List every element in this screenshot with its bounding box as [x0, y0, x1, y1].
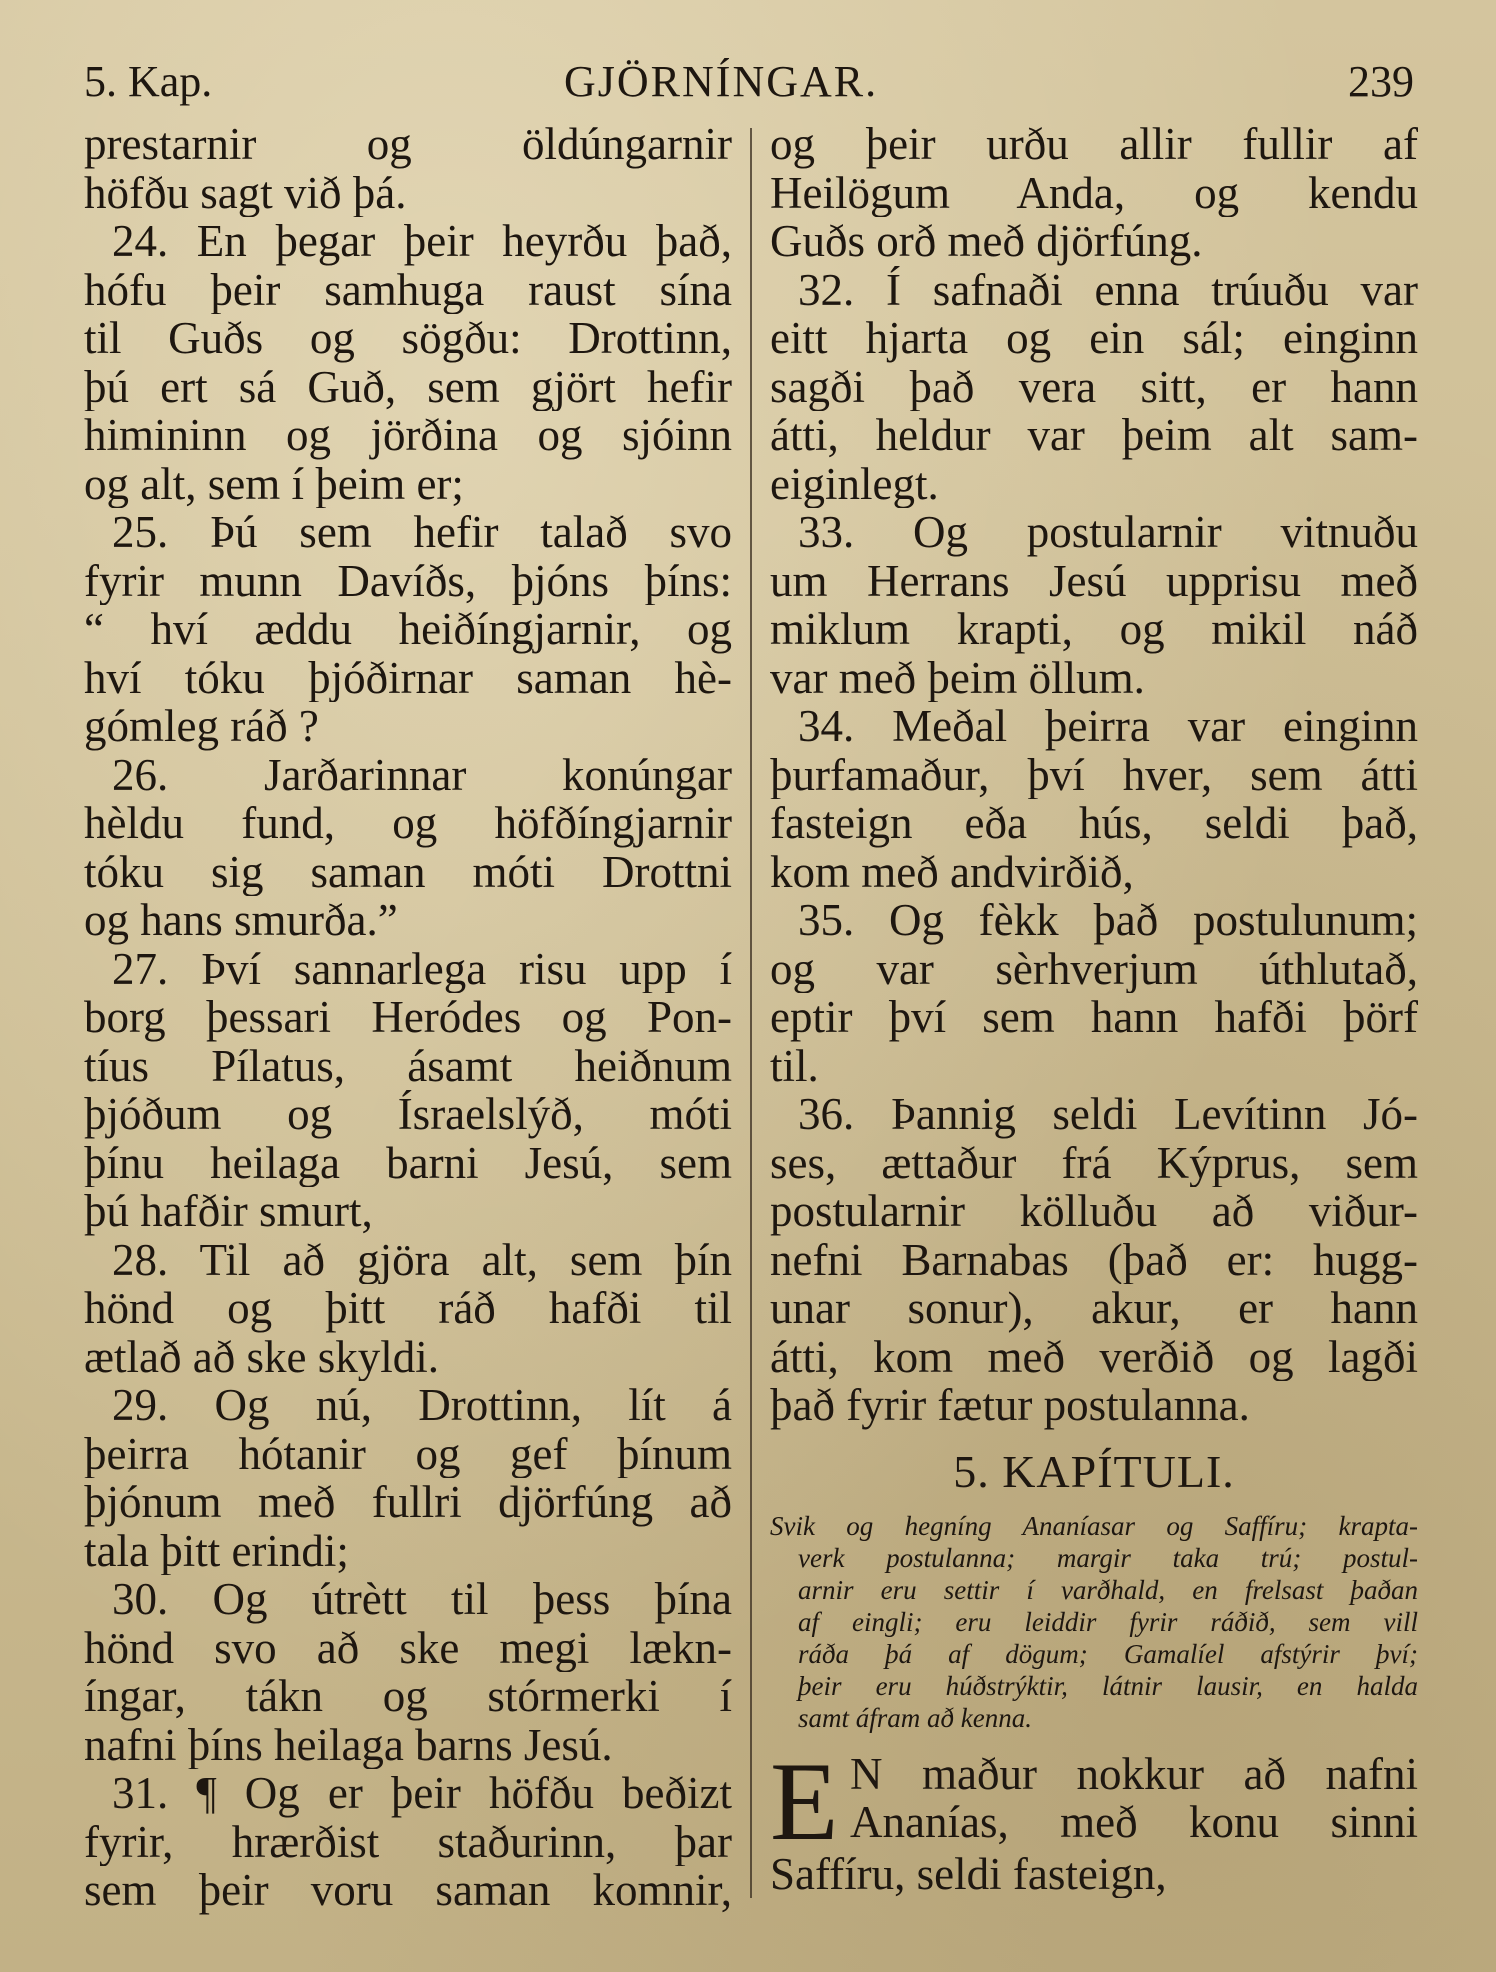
text-line: þjóðum og Ísraelslýð, móti — [84, 1090, 732, 1139]
text-line: til Guðs og sögðu: Drottinn, — [84, 314, 732, 363]
text-line: átti, kom með verðið og lagði — [770, 1332, 1418, 1381]
verse-32: 32. Í safnaði enna trúuðu var — [798, 265, 1418, 314]
chapter-summary — [770, 1510, 1418, 1734]
text-line: nafni þíns heilaga barns Jesú. — [84, 1720, 613, 1769]
text-line: ætlað að ske skyldi. — [84, 1332, 439, 1381]
text-line: Ananías, með konu sinni — [850, 1798, 1418, 1847]
text-line: ses, ættaður frá Kýprus, sem — [770, 1138, 1418, 1187]
verse-26: 26. Jarðarinnar konúngar — [112, 750, 732, 799]
right-column — [770, 120, 1418, 1898]
verse-24: 24. En þegar þeir heyrðu það, — [112, 217, 732, 266]
text-line: “ hví æddu heiðíngjarnir, og — [84, 605, 732, 654]
drop-cap: E — [770, 1739, 839, 1864]
text-line: tíus Pílatus, ásamt heiðnum — [84, 1041, 732, 1090]
chapter-label: 5. Kap. — [84, 57, 213, 106]
text-line: var með þeim öllum. — [770, 653, 1145, 702]
verse-28: 28. Til að gjöra alt, sem þín — [112, 1235, 732, 1284]
text-line: borg þessari Heródes og Pon- — [84, 993, 732, 1042]
text-line: himininn og jörðina og sjóinn — [84, 411, 732, 460]
text-line: íngar, tákn og stórmerki í — [84, 1672, 732, 1721]
text-line: hönd og þitt ráð hafði til — [84, 1284, 732, 1333]
text-line: og var sèrhverjum úthlutað, — [770, 944, 1418, 993]
text-line: unar sonur), akur, er hann — [770, 1284, 1418, 1333]
text-line: þeirra hótanir og gef þínum — [84, 1429, 732, 1478]
summary-line: af eingli; eru leiddir fyrir ráðið, sem vill — [798, 1606, 1418, 1637]
page-number: 239 — [1348, 57, 1414, 106]
chapter-heading: 5. KAPÍTULI. — [953, 1445, 1235, 1497]
text-line: þínu heilaga barni Jesú, sem — [84, 1138, 732, 1187]
text-line: og þeir urðu allir fullir af — [770, 120, 1418, 169]
summary-line: samt áfram að kenna. — [798, 1702, 1032, 1733]
summary-line: verk postulanna; margir taka trú; postul- — [798, 1542, 1418, 1573]
text-line: hönd svo að ske megi lækn- — [84, 1623, 732, 1672]
left-column — [84, 120, 732, 1915]
text-line: hófu þeir samhuga raust sína — [84, 265, 732, 314]
text-line: til. — [770, 1041, 819, 1090]
text-line: og alt, sem í þeim er; — [84, 459, 464, 508]
text-line: fyrir, hrærðist staðurinn, þar — [84, 1817, 732, 1866]
text-line: postularnir kölluðu að viður- — [770, 1187, 1418, 1236]
summary-line: þeir eru húðstrýktir, látnir lausir, en halda — [798, 1670, 1418, 1701]
text-line: um Herrans Jesú upprisu með — [770, 556, 1418, 605]
text-line: Heilögum Anda, og kendu — [770, 168, 1418, 217]
summary-line: arnir eru settir í varðhald, en frelsast þaðan — [798, 1574, 1418, 1605]
text-line: höfðu sagt við þá. — [84, 168, 407, 217]
text-line: tóku sig saman móti Drottni — [84, 847, 732, 896]
text-line: fasteign eða hús, seldi það, — [770, 799, 1418, 848]
text-line: eptir því sem hann hafði þörf — [770, 993, 1418, 1042]
summary-line: ráða þá af dögum; Gamalíel afstýrir því; — [798, 1638, 1418, 1669]
text-line: þurfamaður, því hver, sem átti — [770, 750, 1418, 799]
running-head — [84, 52, 1414, 112]
text-line: þú hafðir smurt, — [84, 1187, 373, 1236]
text-line: þú ert sá Guð, sem gjört hefir — [84, 362, 732, 411]
text-line: þjónum með fullri djörfúng að — [84, 1478, 732, 1527]
verse-36: 36. Þannig seldi Levítinn Jó- — [798, 1090, 1418, 1139]
verse-34: 34. Meðal þeirra var einginn — [798, 702, 1418, 751]
text-line: eitt hjarta og ein sál; einginn — [770, 314, 1418, 363]
verse-27: 27. Því sannarlega risu upp í — [112, 944, 732, 993]
chapter-opening — [770, 1739, 1418, 1899]
text-line: og hans smurða.” — [84, 896, 398, 945]
text-line: eiginlegt. — [770, 459, 939, 508]
text-line: sagði það vera sitt, er hann — [770, 362, 1418, 411]
text-line: nefni Barnabas (það er: hugg- — [770, 1235, 1418, 1284]
verse-30: 30. Og útrètt til þess þína — [112, 1575, 732, 1624]
text-line: N maður nokkur að nafni — [850, 1749, 1418, 1798]
summary-line: Svik og hegníng Ananíasar og Saffíru; krapta- — [770, 1510, 1418, 1541]
text-line: Saffíru, seldi fasteign, — [770, 1849, 1167, 1898]
text-line: Guðs orð með djörfúng. — [770, 217, 1203, 266]
verse-29: 29. Og nú, Drottinn, lít á — [112, 1381, 732, 1430]
text-line: hèldu fund, og höfðíngjarnir — [84, 799, 732, 848]
verse-33: 33. Og postularnir vitnuðu — [798, 508, 1418, 557]
text-line: miklum krapti, og mikil náð — [770, 605, 1418, 654]
text-line: fyrir munn Davíðs, þjóns þíns: — [84, 556, 732, 605]
text-line: átti, heldur var þeim alt sam- — [770, 411, 1418, 460]
verse-25: 25. Þú sem hefir talað svo — [112, 508, 732, 557]
verse-31: 31. ¶ Og er þeir höfðu beðizt — [112, 1769, 732, 1818]
book-title: GJÖRNÍNGAR. — [564, 57, 879, 106]
text-line: sem þeir voru saman komnir, — [84, 1866, 732, 1915]
text-line: hví tóku þjóðirnar saman hè- — [84, 653, 732, 702]
text-line: það fyrir fætur postulanna. — [770, 1381, 1250, 1430]
text-line: tala þitt erindi; — [84, 1526, 349, 1575]
text-line: kom með andvirðið, — [770, 847, 1134, 896]
text-line: gómleg ráð ? — [84, 702, 319, 751]
text-line: prestarnir og öldúngarnir — [84, 120, 732, 169]
verse-35: 35. Og fèkk það postulunum; — [798, 896, 1418, 945]
column-divider — [750, 128, 752, 1898]
